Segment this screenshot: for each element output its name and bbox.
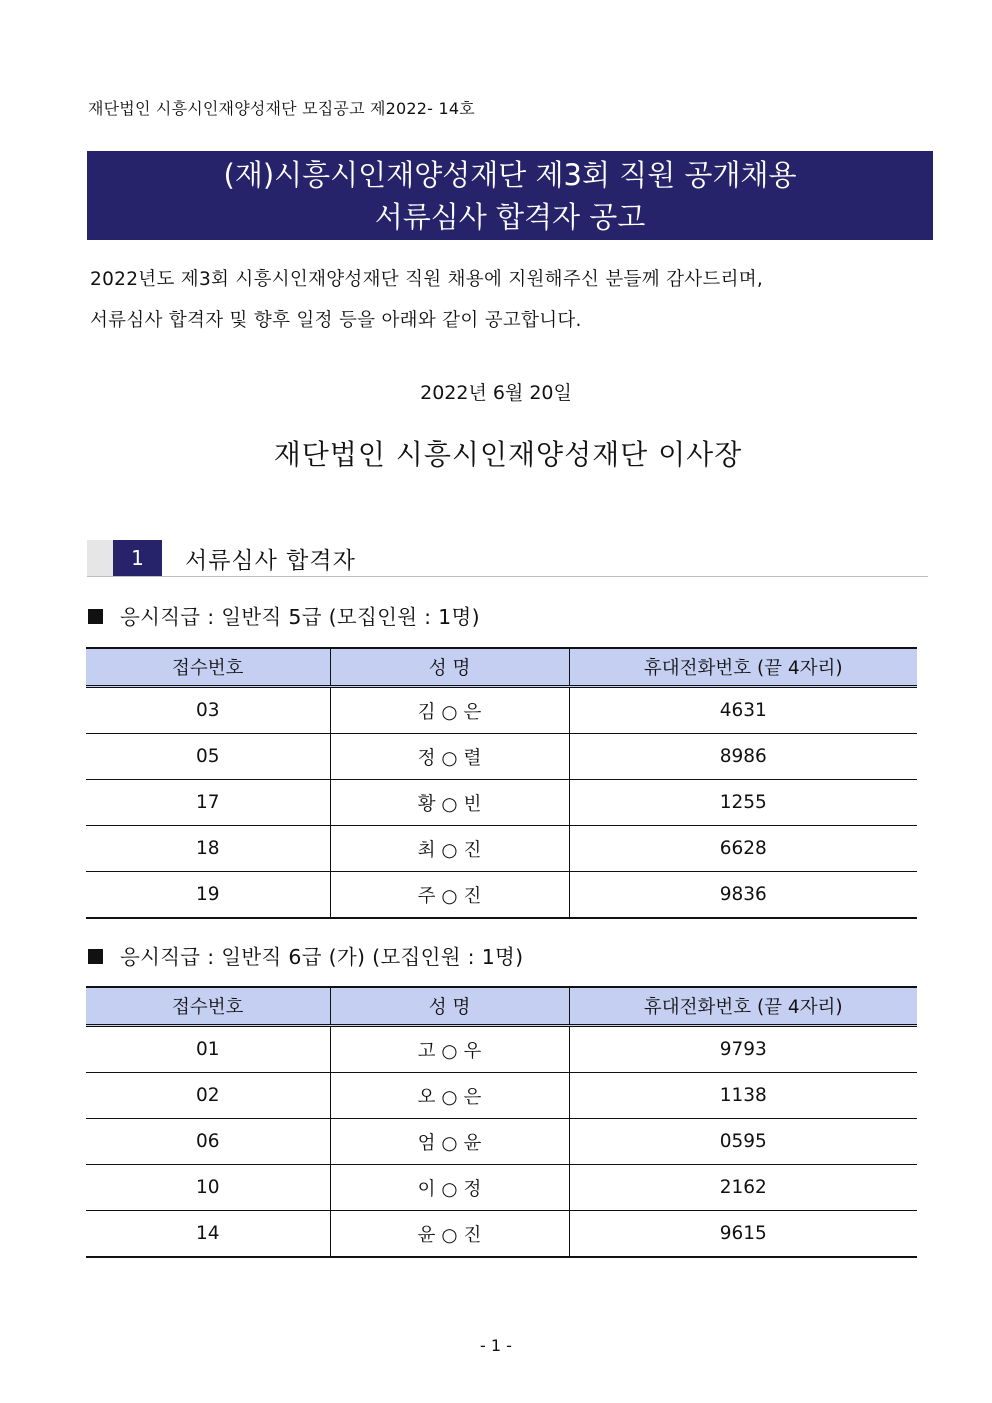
header-name: 성 명 [330,987,569,1026]
header-name: 성 명 [330,648,569,687]
table-header-row [86,987,917,1026]
table-row [86,1026,917,1073]
cell-name: 고 ○ 우 [330,1026,569,1073]
section-heading-accent [87,540,113,576]
table-row [86,1211,917,1258]
results-table [86,647,917,919]
section-title: 서류심사 합격자 [185,548,356,574]
header-phone: 휴대전화번호 (끝 4자리) [569,648,917,687]
cell-phone: 0595 [569,1119,917,1165]
cell-phone: 9615 [569,1211,917,1258]
cell-phone: 6628 [569,826,917,872]
page-number: - 1 - [480,1336,512,1355]
table-row [86,826,917,872]
cell-name: 윤 ○ 진 [330,1211,569,1258]
notice-number: 재단법인 시흥시인재양성재단 모집공고 제2022- 14호 [88,99,475,118]
cell-receipt-no: 01 [86,1026,330,1073]
cell-phone: 1255 [569,780,917,826]
group-heading-label: 응시직급 : 일반직 5급 (모집인원 : 1명) [120,605,480,629]
intro-line-2: 서류심사 합격자 및 향후 일정 등을 아래와 같이 공고합니다. [90,310,582,331]
table-row [86,1073,917,1119]
cell-phone: 8986 [569,734,917,780]
header-receipt-no: 접수번호 [86,987,330,1026]
cell-receipt-no: 05 [86,734,330,780]
square-bullet-icon [88,949,103,964]
cell-receipt-no: 03 [86,687,330,734]
square-bullet-icon [88,609,103,624]
cell-receipt-no: 17 [86,780,330,826]
cell-name: 이 ○ 정 [330,1165,569,1211]
cell-phone: 9793 [569,1026,917,1073]
signer: 재단법인 시흥시인재양성재단 이사장 [273,438,743,471]
section-heading [87,540,928,578]
title-line-2: 서류심사 합격자 공고 [374,200,646,234]
table-header-row [86,648,917,687]
table-row [86,872,917,919]
section-divider [87,576,928,577]
cell-phone: 9836 [569,872,917,919]
cell-name: 황 ○ 빈 [330,780,569,826]
cell-receipt-no: 18 [86,826,330,872]
header-phone: 휴대전화번호 (끝 4자리) [569,987,917,1026]
cell-receipt-no: 02 [86,1073,330,1119]
cell-receipt-no: 10 [86,1165,330,1211]
title-banner [87,151,933,240]
cell-receipt-no: 06 [86,1119,330,1165]
notice-date: 2022년 6월 20일 [420,382,572,404]
header-receipt-no: 접수번호 [86,648,330,687]
group-heading [88,600,480,630]
cell-receipt-no: 19 [86,872,330,919]
section-number: 1 [113,540,162,576]
table-row [86,687,917,734]
table-row [86,1165,917,1211]
cell-name: 오 ○ 은 [330,1073,569,1119]
cell-name: 주 ○ 진 [330,872,569,919]
group-heading [88,940,523,970]
cell-name: 최 ○ 진 [330,826,569,872]
cell-phone: 4631 [569,687,917,734]
group-heading-label: 응시직급 : 일반직 6급 (가) (모집인원 : 1명) [120,945,524,969]
results-table [86,986,917,1258]
cell-name: 김 ○ 은 [330,687,569,734]
cell-receipt-no: 14 [86,1211,330,1258]
cell-phone: 1138 [569,1073,917,1119]
intro-line-1: 2022년도 제3회 시흥시인재양성재단 직원 채용에 지원해주신 분들께 감사드리며, [90,269,764,290]
title-line-1: (재)시흥시인재양성재단 제3회 직원 공개채용 [223,158,797,192]
table-row [86,734,917,780]
table-row [86,780,917,826]
table-row [86,1119,917,1165]
cell-name: 엄 ○ 윤 [330,1119,569,1165]
cell-name: 정 ○ 렬 [330,734,569,780]
cell-phone: 2162 [569,1165,917,1211]
